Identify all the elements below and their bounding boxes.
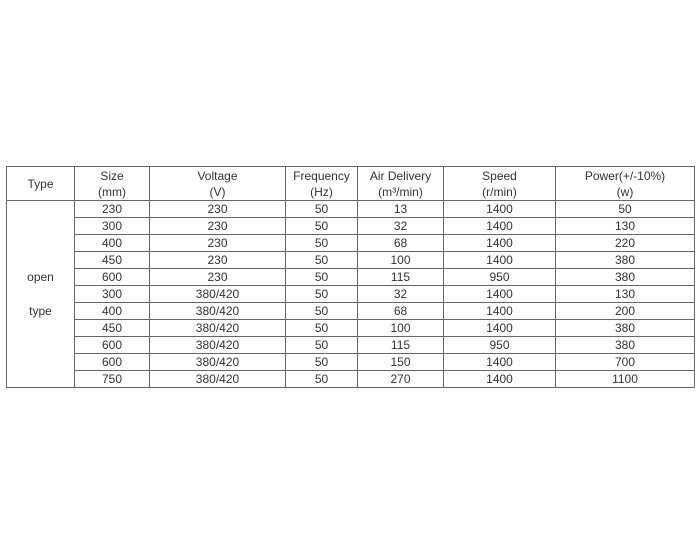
cell-air-delivery: 13: [358, 201, 444, 218]
cell-air-delivery: 100: [358, 320, 444, 337]
cell-size: 400: [75, 303, 150, 320]
cell-power: 380: [556, 320, 695, 337]
cell-size: 300: [75, 218, 150, 235]
cell-size: 600: [75, 354, 150, 371]
table-body: [7, 201, 695, 388]
cell-frequency: 50: [286, 354, 358, 371]
cell-size: 450: [75, 252, 150, 269]
table-row: [7, 337, 695, 354]
header-power-unit: (w): [616, 184, 634, 199]
cell-size: 750: [75, 371, 150, 388]
header-voltage-unit: (V): [209, 184, 226, 199]
cell-frequency: 50: [286, 252, 358, 269]
cell-voltage: 380/420: [150, 354, 286, 371]
table-row: [7, 354, 695, 371]
cell-air-delivery: 68: [358, 235, 444, 252]
header-voltage: [150, 167, 286, 201]
cell-air-delivery: 115: [358, 337, 444, 354]
table-row: [7, 201, 695, 218]
header-power: [556, 167, 695, 201]
header-frequency: [286, 167, 358, 201]
cell-voltage: 230: [150, 218, 286, 235]
header-voltage-label: Voltage: [197, 168, 238, 183]
cell-power: 130: [556, 286, 695, 303]
header-air-delivery-label: Air Delivery: [369, 168, 432, 183]
cell-speed: 1400: [444, 235, 556, 252]
cell-voltage: 230: [150, 252, 286, 269]
header-size-label: Size: [100, 168, 124, 183]
cell-speed: 1400: [444, 320, 556, 337]
cell-speed: 1400: [444, 252, 556, 269]
cell-power: 50: [556, 201, 695, 218]
cell-power: 380: [556, 269, 695, 286]
spec-table: [6, 166, 695, 388]
cell-voltage: 230: [150, 201, 286, 218]
cell-frequency: 50: [286, 286, 358, 303]
table-row: [7, 371, 695, 388]
cell-power: 380: [556, 337, 695, 354]
cell-size: 600: [75, 337, 150, 354]
cell-speed: 1400: [444, 218, 556, 235]
cell-power: 380: [556, 252, 695, 269]
cell-frequency: 50: [286, 337, 358, 354]
cell-air-delivery: 100: [358, 252, 444, 269]
cell-air-delivery: 150: [358, 354, 444, 371]
cell-speed: 950: [444, 269, 556, 286]
cell-frequency: 50: [286, 303, 358, 320]
table-row: [7, 218, 695, 235]
cell-speed: 1400: [444, 286, 556, 303]
cell-size: 600: [75, 269, 150, 286]
table-row: [7, 320, 695, 337]
header-frequency-unit: (Hz): [310, 184, 333, 199]
header-row: [7, 167, 695, 201]
cell-power: 200: [556, 303, 695, 320]
cell-speed: 1400: [444, 354, 556, 371]
header-air-delivery-unit: (m³/min): [378, 184, 423, 199]
table-row: [7, 286, 695, 303]
header-air-delivery: [358, 167, 444, 201]
cell-voltage: 380/420: [150, 337, 286, 354]
header-speed-label: Speed: [482, 168, 517, 183]
type-label-line1: open: [27, 270, 54, 284]
cell-power: 130: [556, 218, 695, 235]
cell-speed: 950: [444, 337, 556, 354]
cell-air-delivery: 32: [358, 218, 444, 235]
table-row: [7, 269, 695, 286]
cell-power: 700: [556, 354, 695, 371]
cell-frequency: 50: [286, 320, 358, 337]
header-type: [7, 167, 75, 201]
cell-frequency: 50: [286, 371, 358, 388]
header-power-label: Power(+/-10%): [584, 168, 666, 183]
table-row: [7, 235, 695, 252]
table-row: [7, 252, 695, 269]
cell-size: 230: [75, 201, 150, 218]
cell-speed: 1400: [444, 303, 556, 320]
type-label-line2: type: [29, 304, 52, 318]
type-cell: [7, 201, 75, 388]
cell-air-delivery: 270: [358, 371, 444, 388]
cell-speed: 1400: [444, 371, 556, 388]
header-frequency-label: Frequency: [293, 168, 350, 183]
header-size: [75, 167, 150, 201]
cell-power: 220: [556, 235, 695, 252]
cell-size: 450: [75, 320, 150, 337]
cell-air-delivery: 32: [358, 286, 444, 303]
cell-size: 300: [75, 286, 150, 303]
cell-frequency: 50: [286, 218, 358, 235]
header-speed-unit: (r/min): [482, 184, 517, 199]
header-size-unit: (mm): [98, 184, 126, 199]
cell-frequency: 50: [286, 201, 358, 218]
cell-voltage: 230: [150, 269, 286, 286]
cell-voltage: 380/420: [150, 371, 286, 388]
cell-voltage: 230: [150, 235, 286, 252]
cell-air-delivery: 68: [358, 303, 444, 320]
cell-frequency: 50: [286, 269, 358, 286]
cell-size: 400: [75, 235, 150, 252]
cell-voltage: 380/420: [150, 303, 286, 320]
cell-voltage: 380/420: [150, 286, 286, 303]
header-speed: [444, 167, 556, 201]
cell-voltage: 380/420: [150, 320, 286, 337]
table-row: [7, 303, 695, 320]
cell-speed: 1400: [444, 201, 556, 218]
cell-power: 1100: [556, 371, 695, 388]
cell-air-delivery: 115: [358, 269, 444, 286]
cell-frequency: 50: [286, 235, 358, 252]
header-type-label: Type: [27, 176, 54, 191]
